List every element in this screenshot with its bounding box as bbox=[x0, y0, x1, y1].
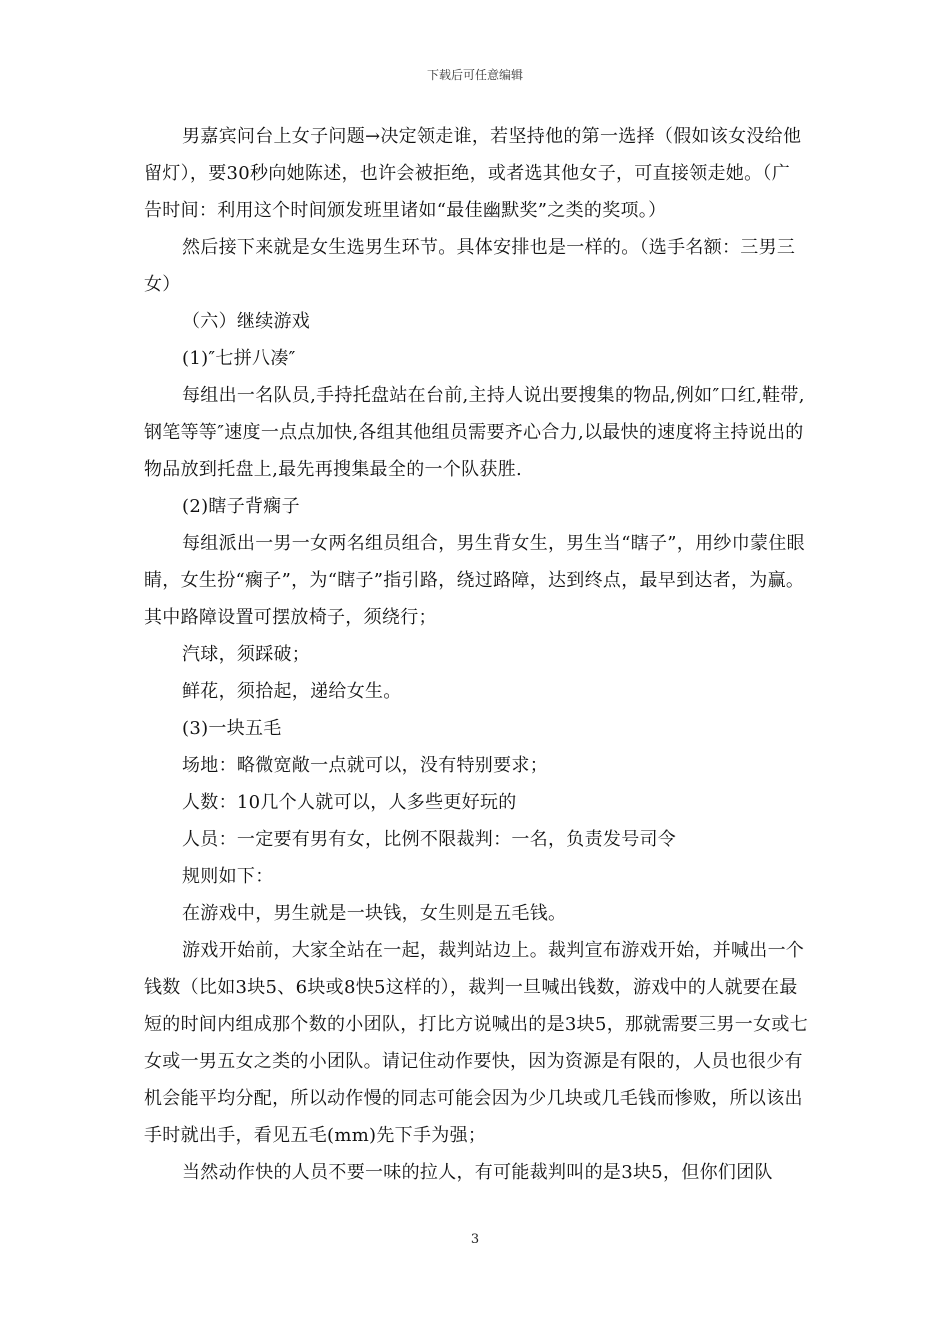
subsection-heading: (2)瞎子背瘸子 bbox=[182, 496, 300, 517]
subsection-heading: (1)″七拼八凑″ bbox=[182, 348, 296, 369]
paragraph: 每组派出一男一女两名组员组合，男生背女生，男生当“瞎子”，用纱巾蒙住眼睛，女生扮“瘸子”，为“瞎子”指引路，绕过路障，达到终点，最早到达者，为赢。其中路障设置可摆放椅子，须绕行； bbox=[144, 533, 805, 628]
paragraph: 然后接下来就是女生选男生环节。具体安排也是一样的。（选手名额：三男三女） bbox=[144, 237, 796, 295]
paragraph: 每组出一名队员,手持托盘站在台前,主持人说出要搜集的物品,例如″口红,鞋带,钢笔等等″速度一点点加快,各组其他组员需要齐心合力,以最快的速度将主持说出的物品放到托盘上,最先再搜集最全的一个队获胜. bbox=[144, 385, 805, 480]
paragraph: 人数：10几个人就可以，人多些更好玩的 bbox=[182, 792, 517, 813]
paragraph: 男嘉宾问台上女子问题→决定领走谁，若坚持他的第一选择（假如该女没给他留灯），要30秒向她陈述，也许会被拒绝，或者选其他女子，可直接领走她。（广告时间：利用这个时间颁发班里诸如“最佳幽默奖”之类的奖项。） bbox=[144, 126, 802, 221]
paragraph: 在游戏中，男生就是一块钱，女生则是五毛钱。 bbox=[182, 903, 567, 924]
paragraph: 游戏开始前，大家全站在一起，裁判站边上。裁判宣布游戏开始，并喊出一个钱数（比如3块5、6块或8快5这样的），裁判一旦喊出钱数，游戏中的人就要在最短的时间内组成那个数的小团队，打比方说喊出的是3块5，那就需要三男一女或七女或一男五女之类的小团队。请记住动作要快，因为资源是有限的，人员也很少有机会能平均分配，所以动作慢的同志可能会因为少几块或几毛钱而惨败，所以该出手时就出手，看见五毛(mm)先下手为强； bbox=[144, 940, 809, 1146]
paragraph: 鲜花，须拾起，递给女生。 bbox=[182, 681, 402, 702]
paragraph: 当然动作快的人员不要一味的拉人，有可能裁判叫的是3块5，但你们团队 bbox=[182, 1162, 773, 1183]
document-body bbox=[144, 118, 808, 1191]
subsection-heading: (3)一块五毛 bbox=[182, 718, 282, 739]
paragraph: 规则如下： bbox=[182, 866, 274, 887]
page-number: 3 bbox=[470, 1232, 480, 1247]
paragraph: 汽球，须踩破； bbox=[182, 644, 311, 665]
paragraph: 人员：一定要有男有女，比例不限裁判：一名，负责发号司令 bbox=[182, 829, 677, 850]
paragraph: 场地：略微宽敞一点就可以，没有特别要求； bbox=[182, 755, 548, 776]
section-heading: （六）继续游戏 bbox=[182, 311, 311, 332]
page-header: 下载后可任意编辑 bbox=[426, 68, 523, 82]
